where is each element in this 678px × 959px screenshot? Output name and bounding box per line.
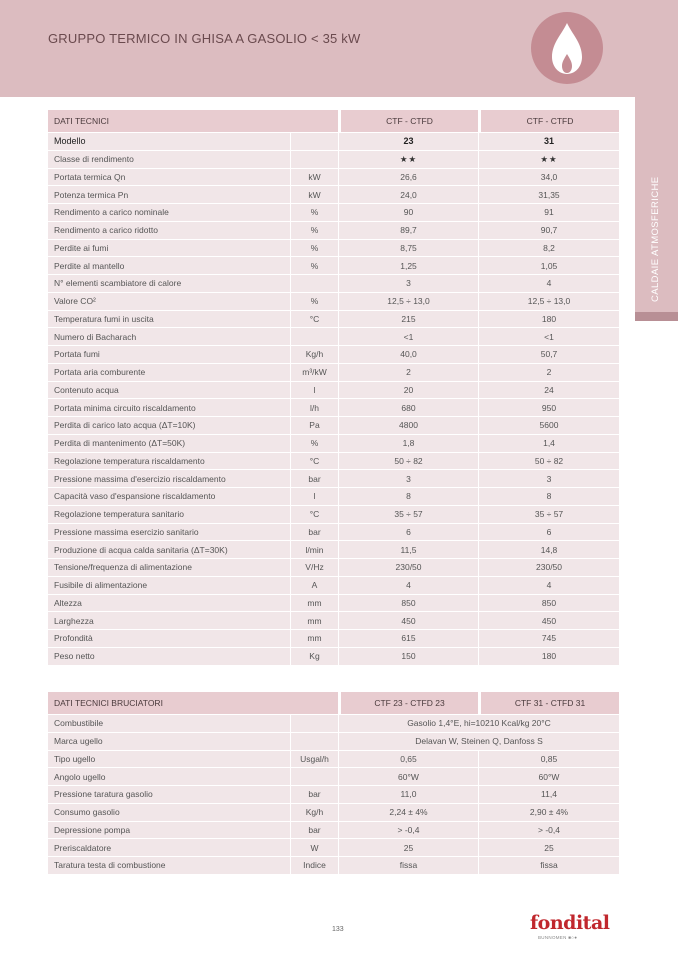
row-unit: mm: [290, 595, 338, 613]
row-unit: [290, 715, 338, 733]
table-row: [48, 222, 619, 240]
table-header-col2: CTF - CTFD: [478, 110, 619, 133]
row-label: Pressione massima d'esercizio riscaldamento: [48, 470, 290, 488]
row-label: Consumo gasolio: [48, 804, 290, 822]
row-value-2: 35 ÷ 57: [478, 506, 619, 524]
table-header-label: DATI TECNICI BRUCIATORI: [48, 692, 338, 715]
table-row: [48, 328, 619, 346]
row-value-1: 1,8: [338, 435, 478, 453]
table-row: [48, 804, 619, 822]
row-unit: Kg/h: [290, 346, 338, 364]
row-value-1: > -0,4: [338, 822, 478, 840]
row-label: Regolazione temperatura riscaldamento: [48, 453, 290, 471]
technical-data-table: [48, 110, 619, 666]
row-value-2: 180: [478, 648, 619, 666]
row-label: Portata minima circuito riscaldamento: [48, 399, 290, 417]
table-row: [48, 857, 619, 875]
table-header-label: DATI TECNICI: [48, 110, 338, 133]
row-unit: Indice: [290, 857, 338, 875]
table-row: [48, 577, 619, 595]
row-value-1: 40,0: [338, 346, 478, 364]
row-value-2: 34,0: [478, 169, 619, 187]
table-header-col1: CTF 23 - CTFD 23: [338, 692, 478, 715]
row-label: Perdita di mantenimento (ΔT=50K): [48, 435, 290, 453]
page-number: 133: [332, 926, 344, 933]
row-label: Profondità: [48, 630, 290, 648]
table-row: [48, 768, 619, 786]
row-unit: kW: [290, 186, 338, 204]
table-header-col1: CTF - CTFD: [338, 110, 478, 133]
row-value-1: 50 ÷ 82: [338, 453, 478, 471]
row-unit: %: [290, 204, 338, 222]
row-value-2: <1: [478, 328, 619, 346]
row-unit: bar: [290, 470, 338, 488]
row-value-2: 4: [478, 577, 619, 595]
row-label: Perdite al mantello: [48, 257, 290, 275]
row-label: Pressione taratura gasolio: [48, 786, 290, 804]
table-row: [48, 311, 619, 329]
row-unit: %: [290, 293, 338, 311]
row-label: Perdita di carico lato acqua (ΔT=10K): [48, 417, 290, 435]
row-unit: mm: [290, 630, 338, 648]
table-row: [48, 399, 619, 417]
row-label: Angolo ugello: [48, 768, 290, 786]
row-value-1: 26,6: [338, 169, 478, 187]
table-row: [48, 169, 619, 187]
row-label: Contenuto acqua: [48, 382, 290, 400]
row-value-1: 25: [338, 839, 478, 857]
row-unit: Kg/h: [290, 804, 338, 822]
table-row: [48, 715, 619, 733]
row-label: Taratura testa di combustione: [48, 857, 290, 875]
row-value-1: 11,5: [338, 541, 478, 559]
row-value-shared: Delavan W, Steinen Q, Danfoss S: [338, 733, 619, 751]
row-value-2: 2,90 ± 4%: [478, 804, 619, 822]
row-value-2: 180: [478, 311, 619, 329]
row-value-2: 850: [478, 595, 619, 613]
row-value-1: 35 ÷ 57: [338, 506, 478, 524]
table-row: [48, 257, 619, 275]
row-value-2: 1,4: [478, 435, 619, 453]
row-value-2: 230/50: [478, 559, 619, 577]
row-unit: kW: [290, 169, 338, 187]
row-value-shared: Gasolio 1,4°E, hi=10210 Kcal/kg 20°C: [338, 715, 619, 733]
row-label: Combustibile: [48, 715, 290, 733]
row-label: Numero di Bacharach: [48, 328, 290, 346]
table-row: [48, 364, 619, 382]
row-value-1: 8,75: [338, 240, 478, 258]
row-label: Tensione/frequenza di alimentazione: [48, 559, 290, 577]
row-value-1: fissa: [338, 857, 478, 875]
flame-icon: [531, 12, 603, 84]
row-value-2: fissa: [478, 857, 619, 875]
row-value-1: 215: [338, 311, 478, 329]
table-row: [48, 751, 619, 769]
brand-logo: fondital: [530, 912, 610, 934]
row-label: Perdite ai fumi: [48, 240, 290, 258]
table-row: [48, 417, 619, 435]
row-value-1: 24,0: [338, 186, 478, 204]
table-row: [48, 151, 619, 169]
page-title: GRUPPO TERMICO IN GHISA A GASOLIO < 35 kW: [48, 31, 361, 46]
table-row: [48, 524, 619, 542]
row-value-1: 4: [338, 577, 478, 595]
row-value-2: 60°W: [478, 768, 619, 786]
row-unit: °C: [290, 453, 338, 471]
row-value-1: 89,7: [338, 222, 478, 240]
row-label: Altezza: [48, 595, 290, 613]
row-value-1: 6: [338, 524, 478, 542]
row-unit: [290, 733, 338, 751]
row-unit: mm: [290, 612, 338, 630]
table-row: [48, 612, 619, 630]
row-label: Classe di rendimento: [48, 151, 290, 169]
row-label: Portata aria comburente: [48, 364, 290, 382]
row-unit: %: [290, 257, 338, 275]
row-value-1: 450: [338, 612, 478, 630]
row-value-2: 1,05: [478, 257, 619, 275]
row-value-2: 90,7: [478, 222, 619, 240]
table-row: [48, 786, 619, 804]
row-value-1: <1: [338, 328, 478, 346]
row-unit: bar: [290, 822, 338, 840]
row-value-2: 6: [478, 524, 619, 542]
row-label: Tipo ugello: [48, 751, 290, 769]
row-value-2: 14,8: [478, 541, 619, 559]
row-unit: l: [290, 382, 338, 400]
row-label: Potenza termica Pn: [48, 186, 290, 204]
row-value-2: 12,5 ÷ 13,0: [478, 293, 619, 311]
row-label: Larghezza: [48, 612, 290, 630]
model-unit: [290, 133, 338, 151]
row-value-2: 31,35: [478, 186, 619, 204]
row-label: Portata fumi: [48, 346, 290, 364]
row-value-1: 1,25: [338, 257, 478, 275]
row-value-1: 615: [338, 630, 478, 648]
model-value-1: 23: [338, 133, 478, 151]
row-label: Peso netto: [48, 648, 290, 666]
row-unit: A: [290, 577, 338, 595]
row-unit: l/h: [290, 399, 338, 417]
row-unit: W: [290, 839, 338, 857]
row-value-1: 11,0: [338, 786, 478, 804]
row-value-2: 745: [478, 630, 619, 648]
row-unit: [290, 275, 338, 293]
table-row: [48, 648, 619, 666]
table-row: [48, 186, 619, 204]
burner-data-table: [48, 692, 619, 875]
row-value-1: 8: [338, 488, 478, 506]
row-value-1: 230/50: [338, 559, 478, 577]
row-value-1: 3: [338, 470, 478, 488]
row-unit: [290, 768, 338, 786]
row-unit: %: [290, 435, 338, 453]
row-unit: %: [290, 240, 338, 258]
row-label: Portata termica Qn: [48, 169, 290, 187]
row-value-1: ★★: [338, 151, 478, 169]
flame-badge: [531, 12, 603, 84]
row-label: N° elementi scambiatore di calore: [48, 275, 290, 293]
row-label: Produzione di acqua calda sanitaria (ΔT=30K): [48, 541, 290, 559]
row-value-1: 12,5 ÷ 13,0: [338, 293, 478, 311]
row-unit: °C: [290, 506, 338, 524]
row-label: Temperatura fumi in uscita: [48, 311, 290, 329]
row-unit: °C: [290, 311, 338, 329]
row-unit: Kg: [290, 648, 338, 666]
row-label: Pressione massima esercizio sanitario: [48, 524, 290, 542]
row-label: Fusibile di alimentazione: [48, 577, 290, 595]
row-value-2: 450: [478, 612, 619, 630]
row-value-2: 25: [478, 839, 619, 857]
row-unit: %: [290, 222, 338, 240]
row-value-1: 680: [338, 399, 478, 417]
row-label: Preriscaldatore: [48, 839, 290, 857]
table-row: [48, 293, 619, 311]
row-value-2: 91: [478, 204, 619, 222]
table-row: [48, 488, 619, 506]
table-header-row: [48, 110, 619, 133]
row-value-1: 0,65: [338, 751, 478, 769]
row-label: Depressione pompa: [48, 822, 290, 840]
row-label: Rendimento a carico ridotto: [48, 222, 290, 240]
row-value-2: 24: [478, 382, 619, 400]
table-header-col2: CTF 31 - CTFD 31: [478, 692, 619, 715]
row-unit: [290, 151, 338, 169]
row-value-1: 150: [338, 648, 478, 666]
table-row: [48, 733, 619, 751]
table-row: [48, 822, 619, 840]
row-unit: [290, 328, 338, 346]
row-unit: Usgal/h: [290, 751, 338, 769]
row-value-1: 20: [338, 382, 478, 400]
row-value-2: 8,2: [478, 240, 619, 258]
row-value-1: 850: [338, 595, 478, 613]
table-row: [48, 204, 619, 222]
row-label: Rendimento a carico nominale: [48, 204, 290, 222]
row-value-2: 8: [478, 488, 619, 506]
table-header-row: [48, 692, 619, 715]
table-row: [48, 453, 619, 471]
row-value-1: 90: [338, 204, 478, 222]
row-unit: m³/kW: [290, 364, 338, 382]
row-value-1: 60°W: [338, 768, 478, 786]
row-value-2: 5600: [478, 417, 619, 435]
row-value-1: 2,24 ± 4%: [338, 804, 478, 822]
row-value-1: 2: [338, 364, 478, 382]
row-value-2: 950: [478, 399, 619, 417]
row-value-2: 3: [478, 470, 619, 488]
brand-logo-subtitle: BUNNOMEN ■○●: [538, 935, 578, 940]
table-row: [48, 559, 619, 577]
model-value-2: 31: [478, 133, 619, 151]
row-label: Marca ugello: [48, 733, 290, 751]
row-label: Valore CO²: [48, 293, 290, 311]
row-unit: bar: [290, 786, 338, 804]
row-value-2: 50 ÷ 82: [478, 453, 619, 471]
row-value-2: 4: [478, 275, 619, 293]
table-row: [48, 382, 619, 400]
table-row: [48, 541, 619, 559]
table-row: [48, 506, 619, 524]
row-label: Capacità vaso d'espansione riscaldamento: [48, 488, 290, 506]
row-value-1: 4800: [338, 417, 478, 435]
row-value-2: > -0,4: [478, 822, 619, 840]
row-value-1: 3: [338, 275, 478, 293]
table-row: [48, 346, 619, 364]
table-row: [48, 839, 619, 857]
table-row: [48, 630, 619, 648]
row-unit: Pa: [290, 417, 338, 435]
side-tab-label: CALDAIE ATMOSFERICHE: [650, 176, 661, 302]
row-unit: l/min: [290, 541, 338, 559]
row-value-2: 2: [478, 364, 619, 382]
model-label: Modello: [48, 133, 290, 151]
model-row: [48, 133, 619, 151]
table-row: [48, 435, 619, 453]
table-row: [48, 470, 619, 488]
row-value-2: 0,85: [478, 751, 619, 769]
row-value-2: 50,7: [478, 346, 619, 364]
table-row: [48, 240, 619, 258]
row-unit: V/Hz: [290, 559, 338, 577]
row-value-2: 11,4: [478, 786, 619, 804]
table-row: [48, 595, 619, 613]
table-row: [48, 275, 619, 293]
row-value-2: ★★: [478, 151, 619, 169]
row-unit: l: [290, 488, 338, 506]
row-label: Regolazione temperatura sanitario: [48, 506, 290, 524]
row-unit: bar: [290, 524, 338, 542]
